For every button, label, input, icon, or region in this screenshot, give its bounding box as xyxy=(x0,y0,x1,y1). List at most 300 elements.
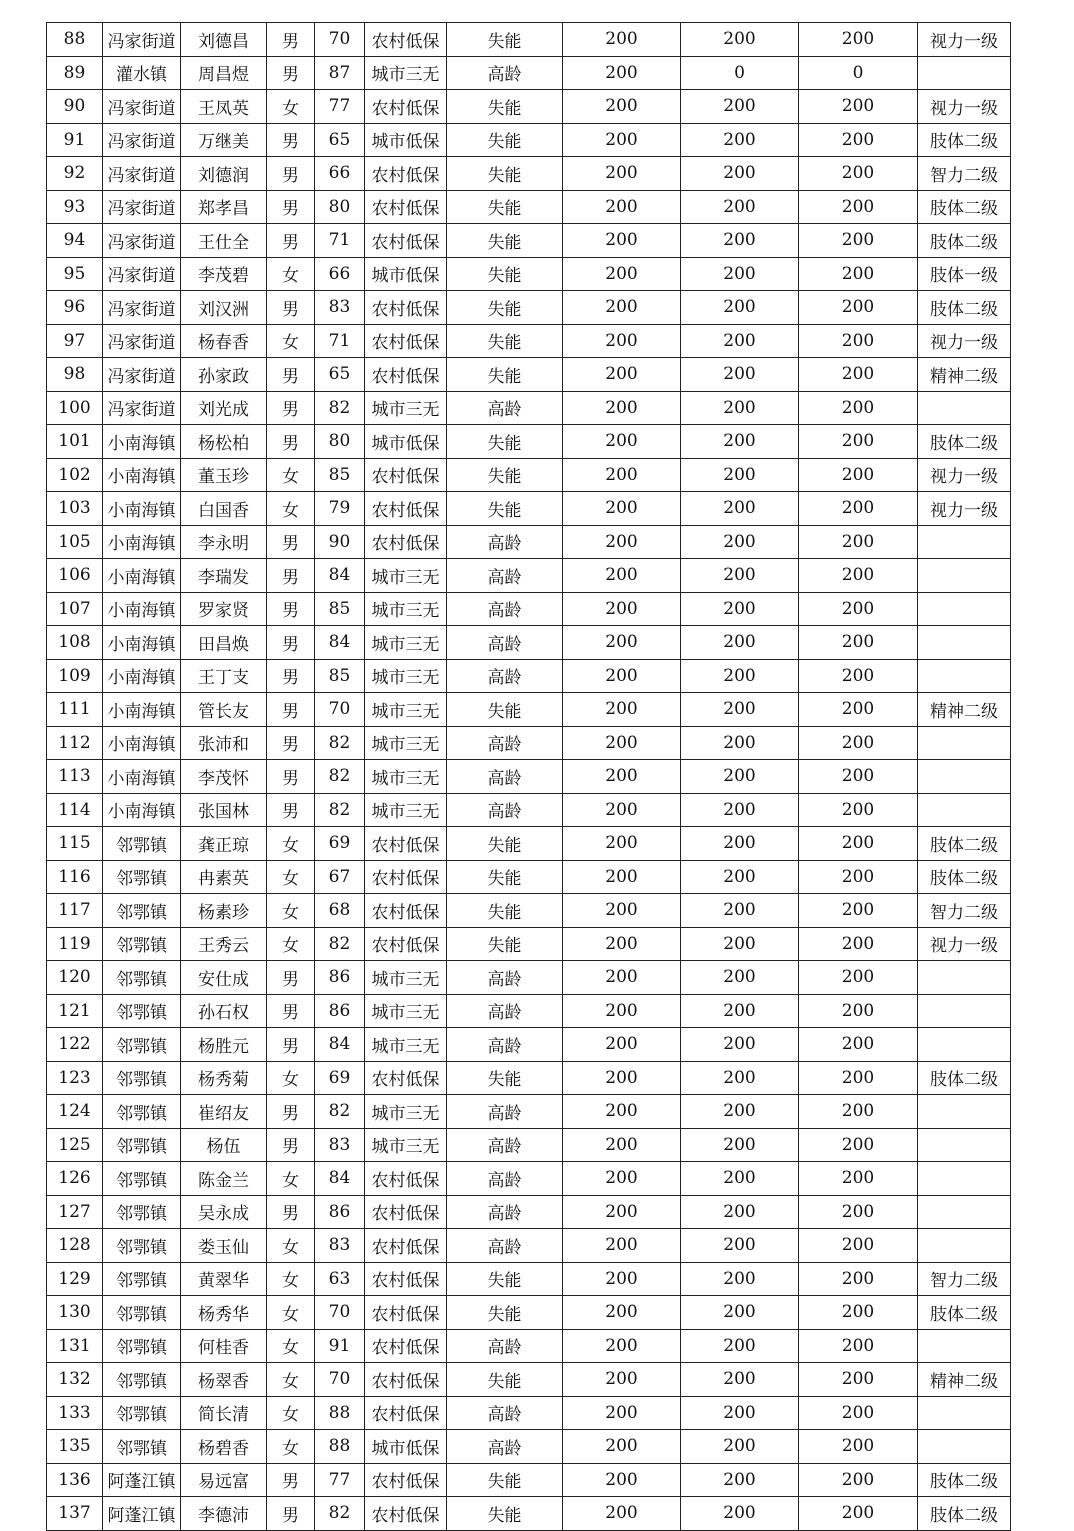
amount-cell-1: 200 xyxy=(563,894,681,928)
gender-cell: 女 xyxy=(267,1329,315,1363)
type-cell: 失能 xyxy=(447,1463,563,1497)
amount-cell-3: 200 xyxy=(799,1463,918,1497)
age-cell: 83 xyxy=(315,291,365,325)
disability-cell xyxy=(918,659,1011,693)
gender-cell: 男 xyxy=(267,659,315,693)
table-row xyxy=(47,1229,1011,1263)
row-number-cell: 136 xyxy=(47,1463,103,1497)
gender-cell: 男 xyxy=(267,1195,315,1229)
amount-cell-3: 200 xyxy=(799,1396,918,1430)
gender-cell: 男 xyxy=(267,592,315,626)
name-cell: 管长友 xyxy=(181,693,267,727)
amount-cell-3: 200 xyxy=(799,391,918,425)
category-cell: 农村低保 xyxy=(365,224,447,258)
gender-cell: 男 xyxy=(267,157,315,191)
disability-cell: 精神二级 xyxy=(918,358,1011,392)
name-cell: 杨秀华 xyxy=(181,1296,267,1330)
category-cell: 城市三无 xyxy=(365,961,447,995)
amount-cell-1: 200 xyxy=(563,492,681,526)
age-cell: 77 xyxy=(315,90,365,124)
disability-cell xyxy=(918,961,1011,995)
town-cell: 阿蓬江镇 xyxy=(103,1497,181,1531)
name-cell: 龚正琼 xyxy=(181,827,267,861)
type-cell: 高龄 xyxy=(447,56,563,90)
amount-cell-1: 200 xyxy=(563,860,681,894)
type-cell: 失能 xyxy=(447,291,563,325)
age-cell: 70 xyxy=(315,693,365,727)
amount-cell-3: 200 xyxy=(799,659,918,693)
amount-cell-1: 200 xyxy=(563,1195,681,1229)
gender-cell: 女 xyxy=(267,324,315,358)
type-cell: 失能 xyxy=(447,358,563,392)
category-cell: 城市三无 xyxy=(365,994,447,1028)
name-cell: 王仕全 xyxy=(181,224,267,258)
row-number-cell: 106 xyxy=(47,559,103,593)
age-cell: 85 xyxy=(315,592,365,626)
table-row xyxy=(47,827,1011,861)
row-number-cell: 95 xyxy=(47,257,103,291)
age-cell: 69 xyxy=(315,827,365,861)
category-cell: 农村低保 xyxy=(365,190,447,224)
amount-cell-2: 200 xyxy=(681,1329,799,1363)
town-cell: 冯家街道 xyxy=(103,358,181,392)
category-cell: 农村低保 xyxy=(365,525,447,559)
amount-cell-3: 200 xyxy=(799,358,918,392)
type-cell: 失能 xyxy=(447,860,563,894)
amount-cell-1: 200 xyxy=(563,726,681,760)
amount-cell-1: 200 xyxy=(563,190,681,224)
amount-cell-3: 200 xyxy=(799,961,918,995)
amount-cell-3: 200 xyxy=(799,1329,918,1363)
amount-cell-1: 200 xyxy=(563,927,681,961)
row-number-cell: 107 xyxy=(47,592,103,626)
name-cell: 安仕成 xyxy=(181,961,267,995)
category-cell: 城市三无 xyxy=(365,693,447,727)
row-number-cell: 121 xyxy=(47,994,103,1028)
gender-cell: 男 xyxy=(267,1028,315,1062)
row-number-cell: 108 xyxy=(47,626,103,660)
table-row xyxy=(47,927,1011,961)
row-number-cell: 93 xyxy=(47,190,103,224)
town-cell: 邻鄂镇 xyxy=(103,1195,181,1229)
disability-cell: 智力二级 xyxy=(918,157,1011,191)
amount-cell-1: 200 xyxy=(563,961,681,995)
amount-cell-1: 200 xyxy=(563,592,681,626)
category-cell: 农村低保 xyxy=(365,1329,447,1363)
disability-cell xyxy=(918,1329,1011,1363)
amount-cell-1: 200 xyxy=(563,324,681,358)
row-number-cell: 126 xyxy=(47,1162,103,1196)
town-cell: 小南海镇 xyxy=(103,559,181,593)
row-number-cell: 109 xyxy=(47,659,103,693)
gender-cell: 女 xyxy=(267,1396,315,1430)
town-cell: 小南海镇 xyxy=(103,592,181,626)
table-row xyxy=(47,358,1011,392)
amount-cell-2: 200 xyxy=(681,190,799,224)
disability-cell: 肢体二级 xyxy=(918,425,1011,459)
amount-cell-2: 200 xyxy=(681,425,799,459)
age-cell: 65 xyxy=(315,358,365,392)
amount-cell-3: 200 xyxy=(799,23,918,57)
table-row xyxy=(47,1128,1011,1162)
table-row xyxy=(47,458,1011,492)
age-cell: 71 xyxy=(315,224,365,258)
gender-cell: 男 xyxy=(267,1128,315,1162)
town-cell: 冯家街道 xyxy=(103,123,181,157)
gender-cell: 男 xyxy=(267,123,315,157)
town-cell: 小南海镇 xyxy=(103,425,181,459)
amount-cell-1: 200 xyxy=(563,1363,681,1397)
gender-cell: 女 xyxy=(267,1363,315,1397)
row-number-cell: 111 xyxy=(47,693,103,727)
type-cell: 高龄 xyxy=(447,659,563,693)
amount-cell-2: 200 xyxy=(681,324,799,358)
age-cell: 85 xyxy=(315,458,365,492)
disability-cell: 视力一级 xyxy=(918,324,1011,358)
beneficiary-table xyxy=(46,22,1011,1531)
town-cell: 邻鄂镇 xyxy=(103,860,181,894)
type-cell: 失能 xyxy=(447,123,563,157)
disability-cell xyxy=(918,525,1011,559)
disability-cell xyxy=(918,592,1011,626)
table-row xyxy=(47,425,1011,459)
table-row xyxy=(47,1028,1011,1062)
age-cell: 80 xyxy=(315,190,365,224)
row-number-cell: 92 xyxy=(47,157,103,191)
age-cell: 91 xyxy=(315,1329,365,1363)
table-row xyxy=(47,90,1011,124)
type-cell: 失能 xyxy=(447,693,563,727)
town-cell: 小南海镇 xyxy=(103,693,181,727)
name-cell: 杨翠香 xyxy=(181,1363,267,1397)
amount-cell-2: 200 xyxy=(681,659,799,693)
amount-cell-3: 200 xyxy=(799,324,918,358)
category-cell: 农村低保 xyxy=(365,894,447,928)
gender-cell: 男 xyxy=(267,23,315,57)
table-row xyxy=(47,123,1011,157)
amount-cell-3: 200 xyxy=(799,1430,918,1464)
table-row xyxy=(47,793,1011,827)
age-cell: 69 xyxy=(315,1061,365,1095)
name-cell: 李永明 xyxy=(181,525,267,559)
type-cell: 高龄 xyxy=(447,1396,563,1430)
age-cell: 82 xyxy=(315,391,365,425)
table-row xyxy=(47,1061,1011,1095)
town-cell: 小南海镇 xyxy=(103,626,181,660)
category-cell: 农村低保 xyxy=(365,492,447,526)
amount-cell-1: 200 xyxy=(563,1497,681,1531)
row-number-cell: 112 xyxy=(47,726,103,760)
type-cell: 失能 xyxy=(447,257,563,291)
row-number-cell: 98 xyxy=(47,358,103,392)
table-row xyxy=(47,726,1011,760)
name-cell: 刘德润 xyxy=(181,157,267,191)
name-cell: 何桂香 xyxy=(181,1329,267,1363)
row-number-cell: 128 xyxy=(47,1229,103,1263)
type-cell: 高龄 xyxy=(447,592,563,626)
category-cell: 城市三无 xyxy=(365,626,447,660)
category-cell: 城市三无 xyxy=(365,760,447,794)
town-cell: 邻鄂镇 xyxy=(103,1229,181,1263)
category-cell: 城市三无 xyxy=(365,391,447,425)
type-cell: 高龄 xyxy=(447,1229,563,1263)
gender-cell: 男 xyxy=(267,626,315,660)
type-cell: 失能 xyxy=(447,458,563,492)
age-cell: 71 xyxy=(315,324,365,358)
amount-cell-3: 200 xyxy=(799,1128,918,1162)
gender-cell: 女 xyxy=(267,257,315,291)
amount-cell-2: 200 xyxy=(681,1497,799,1531)
town-cell: 邻鄂镇 xyxy=(103,1329,181,1363)
category-cell: 城市三无 xyxy=(365,56,447,90)
gender-cell: 女 xyxy=(267,1162,315,1196)
age-cell: 82 xyxy=(315,1497,365,1531)
town-cell: 邻鄂镇 xyxy=(103,1061,181,1095)
town-cell: 邻鄂镇 xyxy=(103,1162,181,1196)
amount-cell-2: 200 xyxy=(681,492,799,526)
type-cell: 失能 xyxy=(447,324,563,358)
town-cell: 冯家街道 xyxy=(103,190,181,224)
disability-cell: 精神二级 xyxy=(918,693,1011,727)
disability-cell xyxy=(918,1430,1011,1464)
gender-cell: 男 xyxy=(267,525,315,559)
amount-cell-1: 200 xyxy=(563,291,681,325)
town-cell: 邻鄂镇 xyxy=(103,927,181,961)
table-row xyxy=(47,1463,1011,1497)
amount-cell-1: 200 xyxy=(563,23,681,57)
age-cell: 80 xyxy=(315,425,365,459)
town-cell: 邻鄂镇 xyxy=(103,1262,181,1296)
amount-cell-1: 200 xyxy=(563,1262,681,1296)
amount-cell-2: 200 xyxy=(681,1463,799,1497)
table-row xyxy=(47,961,1011,995)
table-row xyxy=(47,760,1011,794)
name-cell: 王凤英 xyxy=(181,90,267,124)
gender-cell: 男 xyxy=(267,961,315,995)
amount-cell-2: 200 xyxy=(681,760,799,794)
gender-cell: 男 xyxy=(267,425,315,459)
gender-cell: 男 xyxy=(267,56,315,90)
amount-cell-1: 200 xyxy=(563,693,681,727)
amount-cell-2: 200 xyxy=(681,1296,799,1330)
amount-cell-2: 200 xyxy=(681,257,799,291)
name-cell: 周昌煜 xyxy=(181,56,267,90)
amount-cell-1: 200 xyxy=(563,1028,681,1062)
age-cell: 90 xyxy=(315,525,365,559)
amount-cell-1: 200 xyxy=(563,358,681,392)
type-cell: 失能 xyxy=(447,492,563,526)
gender-cell: 女 xyxy=(267,860,315,894)
row-number-cell: 115 xyxy=(47,827,103,861)
amount-cell-3: 200 xyxy=(799,157,918,191)
town-cell: 小南海镇 xyxy=(103,793,181,827)
type-cell: 高龄 xyxy=(447,1329,563,1363)
amount-cell-2: 200 xyxy=(681,827,799,861)
amount-cell-1: 200 xyxy=(563,793,681,827)
row-number-cell: 103 xyxy=(47,492,103,526)
town-cell: 灌水镇 xyxy=(103,56,181,90)
table-row xyxy=(47,1095,1011,1129)
town-cell: 邻鄂镇 xyxy=(103,894,181,928)
town-cell: 邻鄂镇 xyxy=(103,1363,181,1397)
category-cell: 农村低保 xyxy=(365,927,447,961)
name-cell: 张国林 xyxy=(181,793,267,827)
name-cell: 白国香 xyxy=(181,492,267,526)
table-body xyxy=(47,23,1011,1531)
amount-cell-3: 200 xyxy=(799,458,918,492)
gender-cell: 男 xyxy=(267,693,315,727)
gender-cell: 女 xyxy=(267,827,315,861)
town-cell: 小南海镇 xyxy=(103,525,181,559)
disability-cell: 视力一级 xyxy=(918,90,1011,124)
category-cell: 农村低保 xyxy=(365,1463,447,1497)
table-row xyxy=(47,525,1011,559)
amount-cell-3: 200 xyxy=(799,1028,918,1062)
table-row xyxy=(47,1396,1011,1430)
name-cell: 易远富 xyxy=(181,1463,267,1497)
amount-cell-3: 200 xyxy=(799,693,918,727)
gender-cell: 男 xyxy=(267,726,315,760)
amount-cell-3: 200 xyxy=(799,626,918,660)
table-row xyxy=(47,23,1011,57)
amount-cell-3: 200 xyxy=(799,726,918,760)
town-cell: 邻鄂镇 xyxy=(103,1396,181,1430)
amount-cell-2: 200 xyxy=(681,793,799,827)
amount-cell-2: 200 xyxy=(681,123,799,157)
row-number-cell: 101 xyxy=(47,425,103,459)
table-row xyxy=(47,1296,1011,1330)
disability-cell: 视力一级 xyxy=(918,23,1011,57)
amount-cell-2: 200 xyxy=(681,1262,799,1296)
disability-cell: 视力一级 xyxy=(918,458,1011,492)
disability-cell: 肢体二级 xyxy=(918,123,1011,157)
gender-cell: 女 xyxy=(267,492,315,526)
amount-cell-2: 200 xyxy=(681,1028,799,1062)
age-cell: 82 xyxy=(315,726,365,760)
amount-cell-2: 200 xyxy=(681,291,799,325)
gender-cell: 男 xyxy=(267,190,315,224)
row-number-cell: 133 xyxy=(47,1396,103,1430)
name-cell: 黄翠华 xyxy=(181,1262,267,1296)
disability-cell: 肢体二级 xyxy=(918,1296,1011,1330)
age-cell: 82 xyxy=(315,793,365,827)
name-cell: 张沛和 xyxy=(181,726,267,760)
type-cell: 高龄 xyxy=(447,1128,563,1162)
name-cell: 杨秀菊 xyxy=(181,1061,267,1095)
disability-cell: 肢体一级 xyxy=(918,257,1011,291)
name-cell: 陈金兰 xyxy=(181,1162,267,1196)
town-cell: 冯家街道 xyxy=(103,23,181,57)
gender-cell: 女 xyxy=(267,1296,315,1330)
table-row xyxy=(47,626,1011,660)
disability-cell: 智力二级 xyxy=(918,1262,1011,1296)
amount-cell-1: 200 xyxy=(563,1296,681,1330)
name-cell: 孙石权 xyxy=(181,994,267,1028)
name-cell: 王丁支 xyxy=(181,659,267,693)
row-number-cell: 123 xyxy=(47,1061,103,1095)
name-cell: 冉素英 xyxy=(181,860,267,894)
category-cell: 农村低保 xyxy=(365,1061,447,1095)
town-cell: 邻鄂镇 xyxy=(103,1095,181,1129)
type-cell: 失能 xyxy=(447,1296,563,1330)
category-cell: 农村低保 xyxy=(365,1296,447,1330)
row-number-cell: 102 xyxy=(47,458,103,492)
age-cell: 70 xyxy=(315,23,365,57)
category-cell: 农村低保 xyxy=(365,1229,447,1263)
row-number-cell: 120 xyxy=(47,961,103,995)
gender-cell: 女 xyxy=(267,458,315,492)
disability-cell: 智力二级 xyxy=(918,894,1011,928)
row-number-cell: 114 xyxy=(47,793,103,827)
table-row xyxy=(47,592,1011,626)
category-cell: 农村低保 xyxy=(365,1363,447,1397)
table-row xyxy=(47,559,1011,593)
amount-cell-3: 200 xyxy=(799,1061,918,1095)
disability-cell: 精神二级 xyxy=(918,1363,1011,1397)
gender-cell: 男 xyxy=(267,224,315,258)
age-cell: 84 xyxy=(315,1162,365,1196)
town-cell: 冯家街道 xyxy=(103,90,181,124)
amount-cell-3: 200 xyxy=(799,1195,918,1229)
amount-cell-3: 200 xyxy=(799,90,918,124)
disability-cell: 肢体二级 xyxy=(918,190,1011,224)
gender-cell: 男 xyxy=(267,391,315,425)
category-cell: 城市低保 xyxy=(365,257,447,291)
amount-cell-2: 200 xyxy=(681,23,799,57)
type-cell: 高龄 xyxy=(447,994,563,1028)
gender-cell: 男 xyxy=(267,793,315,827)
name-cell: 李茂碧 xyxy=(181,257,267,291)
amount-cell-2: 200 xyxy=(681,391,799,425)
amount-cell-1: 200 xyxy=(563,257,681,291)
category-cell: 城市低保 xyxy=(365,123,447,157)
table-row xyxy=(47,659,1011,693)
type-cell: 高龄 xyxy=(447,1095,563,1129)
gender-cell: 男 xyxy=(267,559,315,593)
amount-cell-3: 200 xyxy=(799,793,918,827)
gender-cell: 男 xyxy=(267,994,315,1028)
age-cell: 85 xyxy=(315,659,365,693)
amount-cell-3: 200 xyxy=(799,994,918,1028)
type-cell: 高龄 xyxy=(447,1195,563,1229)
name-cell: 刘光成 xyxy=(181,391,267,425)
category-cell: 城市三无 xyxy=(365,592,447,626)
row-number-cell: 127 xyxy=(47,1195,103,1229)
amount-cell-3: 200 xyxy=(799,1095,918,1129)
age-cell: 82 xyxy=(315,1095,365,1129)
name-cell: 万继美 xyxy=(181,123,267,157)
amount-cell-2: 200 xyxy=(681,1128,799,1162)
amount-cell-3: 200 xyxy=(799,525,918,559)
gender-cell: 女 xyxy=(267,1229,315,1263)
disability-cell: 肢体二级 xyxy=(918,1061,1011,1095)
amount-cell-3: 200 xyxy=(799,1497,918,1531)
amount-cell-1: 200 xyxy=(563,1463,681,1497)
age-cell: 66 xyxy=(315,257,365,291)
amount-cell-2: 200 xyxy=(681,1061,799,1095)
amount-cell-1: 200 xyxy=(563,458,681,492)
type-cell: 高龄 xyxy=(447,1028,563,1062)
name-cell: 娄玉仙 xyxy=(181,1229,267,1263)
category-cell: 农村低保 xyxy=(365,1497,447,1531)
amount-cell-1: 200 xyxy=(563,994,681,1028)
category-cell: 城市三无 xyxy=(365,1028,447,1062)
amount-cell-1: 200 xyxy=(563,1095,681,1129)
name-cell: 郑孝昌 xyxy=(181,190,267,224)
amount-cell-3: 200 xyxy=(799,860,918,894)
gender-cell: 女 xyxy=(267,1430,315,1464)
town-cell: 冯家街道 xyxy=(103,391,181,425)
